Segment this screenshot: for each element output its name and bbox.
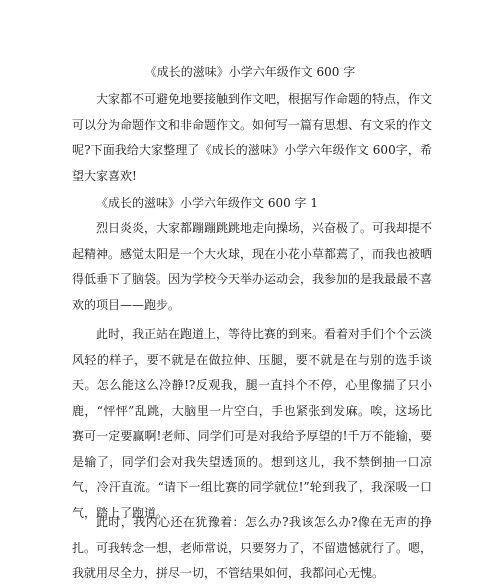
intro-paragraph: 大家都不可避免地要接触到作文吧，根据写作命题的特点，作文可以分为命题作文和非命题作文。如何写一篇有思想、有文采的作文呢?下面我给大家整理了《成长的滋味》小学六年级作文 600字，希望大家喜欢! bbox=[72, 92, 433, 183]
body-paragraph-2: 此时，我正站在跑道上，等待比赛的到来。看着对手们个个云淡风轻的样子，要不就是在做拉伸、压腿，要不就是在与别的选手谈天。怎么能这么冷静!?反观我，腿一直抖个不停，心里像揣了只小鹿，“怦怦”乱跳，大脑里一片空白，手也紧张到发麻。唉，这场比赛可一定要赢啊!老师、同学们可是对我给予厚望的!千万不能输，要是输了，同学们会对我失望透顶的。想到这儿，我不禁倒抽一口凉气，冷汗直流。“请下一组比赛的同学就位!”轮到我了，我深吸一口气，踏上了跑道。 bbox=[72, 327, 433, 520]
body-paragraph-1: 烈日炎炎，大家都蹦蹦跳跳地走向操场，兴奋极了。可我却提不起精神。感觉太阳是一个大火球，现在小花小草都蔫了，而我也被晒得低垂下了脑袋。因为学校今天举办运动会，我参加的是我最最不喜欢的项目——跑步。 bbox=[72, 221, 433, 312]
body-paragraph-3: 此时，我内心还在犹豫着：怎么办?我该怎么办?像在无声的挣扎。可我转念一想，老师常说，只要努力了，不留遗憾就行了。嗯，我就用尽全力，拼尽一切，不管结果如何，我都问心无愧。 bbox=[72, 515, 433, 580]
document-title: 《成长的滋味》小学六年级作文 600 字 bbox=[144, 65, 356, 79]
essay-title: 《成长的滋味》小学六年级作文 600 字 1 bbox=[96, 196, 318, 210]
